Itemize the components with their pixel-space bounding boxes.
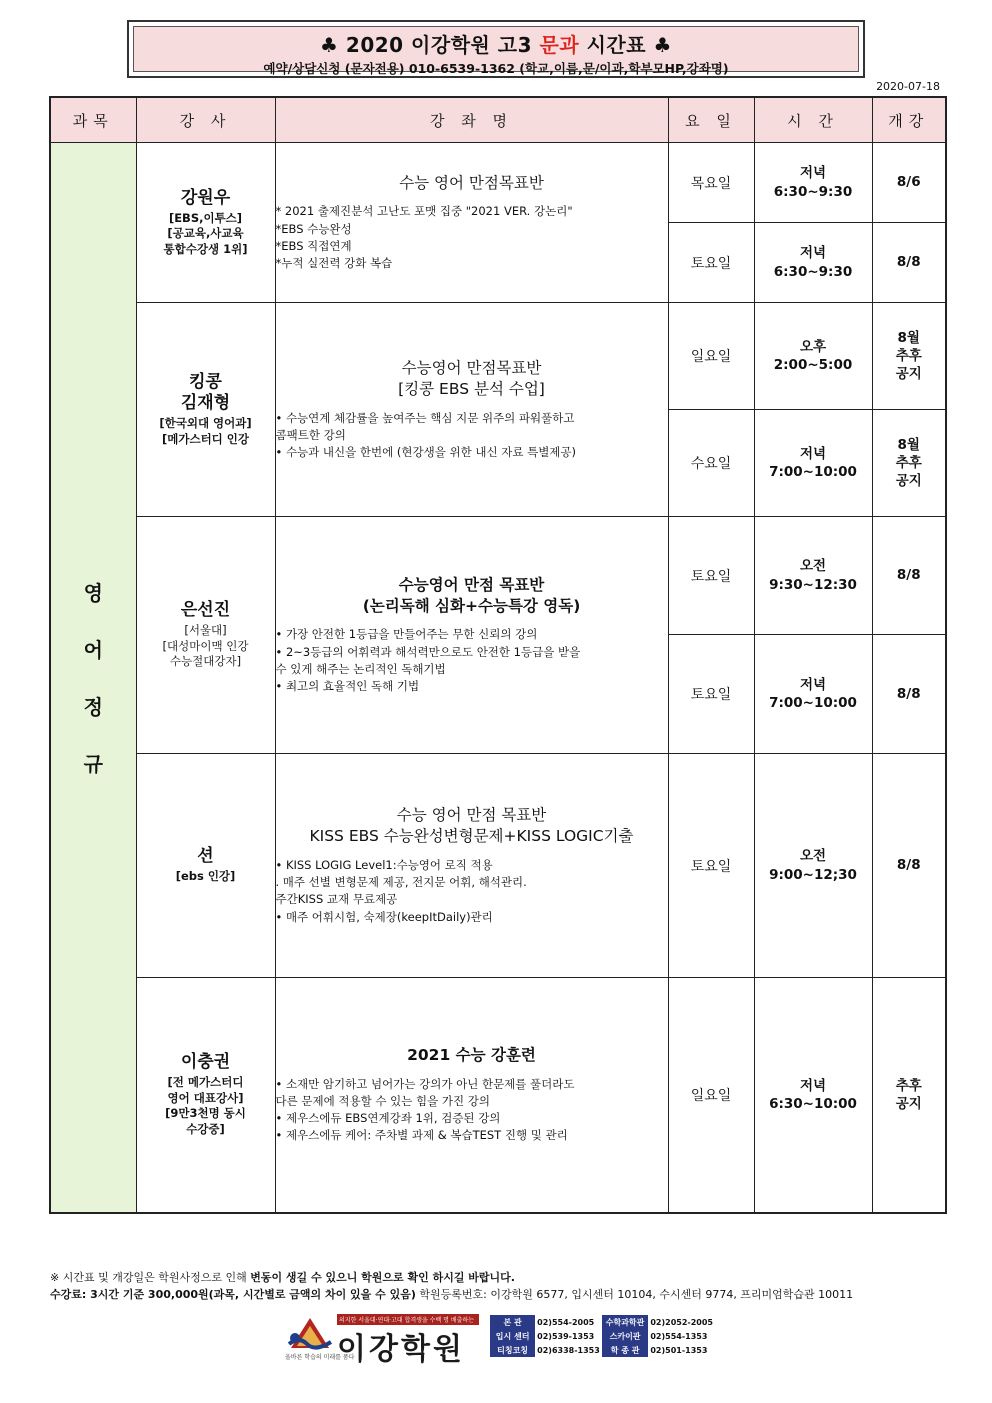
teacher-name: 션 xyxy=(197,846,214,867)
col-teacher: 강 사 xyxy=(136,97,275,143)
col-open: 개강 xyxy=(872,97,946,143)
col-time: 시 간 xyxy=(754,97,872,143)
course-description: • 가장 안전한 1등급을 만들어주는 무한 신뢰의 강의 • 2~3등급의 어휘력과 해석력만으로도 안전한 1등급을 받을 수 있게 해주는 논리적인 독해기법 • 최고의 효율적인 독해 기법 xyxy=(275,627,581,694)
teacher-name: 강원우 xyxy=(180,187,231,208)
course-cell xyxy=(275,303,668,517)
day-cell: 토요일 xyxy=(668,223,754,303)
contact-label: 수학과학관 xyxy=(602,1315,649,1329)
table-header-row xyxy=(50,97,946,143)
notes-line-1 xyxy=(50,1270,853,1287)
contact-row xyxy=(490,1329,715,1343)
header-box xyxy=(127,20,865,78)
contact-phone: 02)539-1353 xyxy=(537,1331,595,1341)
teacher-info: [EBS,이투스] [공교육,사교육 통합수강생 1위] xyxy=(163,210,248,256)
course-cell xyxy=(275,754,668,978)
teacher-info: [서울대] [대성마이맥 인강 수능절대강자] xyxy=(162,623,249,669)
contact-label: 학 종 관 xyxy=(602,1343,649,1357)
open-date-cell: 8월 추후 공지 xyxy=(872,303,946,410)
subject-char: 영 xyxy=(83,581,103,606)
open-date-cell: 8/8 xyxy=(872,754,946,978)
contact-phone: 02)554-2005 xyxy=(537,1317,595,1327)
col-subject: 과목 xyxy=(50,97,136,143)
contact-label: 입시 센터 xyxy=(490,1329,535,1343)
teacher-cell xyxy=(136,978,275,1213)
course-description: * 2021 출제진분석 고난도 포맷 집중 "2021 VER. 강논리" *EBS 수능완성 *EBS 직접연계 *누적 실전력 강화 복습 xyxy=(275,204,573,271)
open-date-cell: 8/8 xyxy=(872,517,946,635)
time-cell: 저녁 6:30~9:30 xyxy=(754,223,872,303)
course-description: • 소재만 암기하고 넘어가는 강의가 아닌 한문제를 풀더라도 다른 문제에 적용할 수 있는 힘을 가진 강의 • 제우스에듀 EBS연계강좌 1위, 검증된 강의 • 제우스에듀 케어: 주차별 과제 & 복습TEST 진행 및 관리 xyxy=(275,1076,575,1143)
footer xyxy=(285,1312,715,1367)
teacher-name: 킹콩 김재형 xyxy=(180,371,231,413)
title-accent: 문과 xyxy=(539,33,580,57)
contact-label: 티칭코칭 xyxy=(490,1343,535,1357)
teacher-info: [한국외대 영어과] [메가스터디 인강 xyxy=(159,416,252,446)
contact-row xyxy=(490,1343,715,1357)
col-day: 요 일 xyxy=(668,97,754,143)
day-cell: 수요일 xyxy=(668,410,754,517)
course-title: 2021 수능 강훈련 xyxy=(407,1045,536,1064)
day-cell: 토요일 xyxy=(668,635,754,754)
contact-phone: 02)2052-2005 xyxy=(650,1317,713,1327)
contact-phone: 02)6338-1353 xyxy=(537,1345,600,1355)
issue-date: 2020-07-18 xyxy=(876,80,940,93)
subject-char: 규 xyxy=(83,752,103,777)
page-title xyxy=(134,29,858,58)
schedule-table xyxy=(49,96,947,1214)
day-cell: 토요일 xyxy=(668,754,754,978)
title-suffix: 시간표 ♣ xyxy=(579,33,672,57)
time-cell: 저녁 7:00~10:00 xyxy=(754,410,872,517)
contact-label: 스카이관 xyxy=(602,1329,649,1343)
logo-tagline: 올바른 학습의 미래를 품다 xyxy=(285,1354,355,1361)
teacher-cell xyxy=(136,754,275,978)
open-date-cell: 8/8 xyxy=(872,223,946,303)
day-cell: 일요일 xyxy=(668,303,754,410)
course-description: • KISS LOGIG Level1:수능영어 로직 적용 . 매주 선별 변형문제 제공, 전지문 어휘, 해석관리. 주간KISS 교재 무료제공 • 매주 어휘시험, 숙제장(keepItDaily)관리 xyxy=(275,857,527,924)
page-subtitle: 예약/상담신청 (문자전용) 010-6539-1362 (학교,이름,문/이과,학부모HP,강좌명) xyxy=(263,61,729,76)
teacher-info: [ebs 인강] xyxy=(175,869,236,884)
contacts-table xyxy=(490,1315,715,1357)
brand-name: 이강학원 xyxy=(337,1332,465,1367)
col-course: 강 좌 명 xyxy=(275,97,668,143)
logo-slogan: 의지한 서울대·연대·고대 합격생을 수백 명 배출하는 xyxy=(337,1314,479,1325)
course-description: • 수능연계 체감률을 높여주는 핵심 지문 위주의 파워풀하고 콤팩트한 강의 • 수능과 내신을 한번에 (현강생을 위한 내신 자료 특별제공) xyxy=(275,410,577,460)
open-date-cell: 8/8 xyxy=(872,635,946,754)
course-title: 수능 영어 만점 목표반 KISS EBS 수능완성변형문제+KISS LOGIC기출 xyxy=(309,806,634,845)
open-date-cell: 8/6 xyxy=(872,143,946,223)
teacher-cell xyxy=(136,303,275,517)
teacher-cell xyxy=(136,143,275,303)
time-cell: 저녁 6:30~9:30 xyxy=(754,143,872,223)
teacher-info: [전 메가스터디 영어 대표강사] [9만3천명 동시 수강중] xyxy=(165,1075,246,1136)
time-cell: 오후 2:00~5:00 xyxy=(754,303,872,410)
contact-row xyxy=(490,1315,715,1329)
notes-emphasis: 변동이 생길 수 있으니 학원으로 확인 하시길 바랍니다. xyxy=(250,1271,515,1284)
title-prefix: ♣ 2020 이강학원 고3 xyxy=(320,33,540,57)
time-cell: 저녁 6:30~10:00 xyxy=(754,978,872,1213)
notes-text: ※ 시간표 및 개강일은 학원사정으로 인해 xyxy=(50,1271,251,1284)
table-row xyxy=(50,978,946,1213)
table-row xyxy=(50,143,946,223)
day-cell: 일요일 xyxy=(668,978,754,1213)
contact-phone: 02)501-1353 xyxy=(650,1345,708,1355)
time-cell: 오전 9:00~12;30 xyxy=(754,754,872,978)
notes-line-2 xyxy=(50,1287,853,1304)
notes xyxy=(50,1270,853,1303)
subject-char: 정 xyxy=(83,695,103,720)
course-cell xyxy=(275,517,668,754)
tuition-text: 수강료: 3시간 기준 300,000원(과목, 시간별로 금액의 차이 있을 수 있음) xyxy=(50,1287,416,1301)
open-date-cell: 추후 공지 xyxy=(872,978,946,1213)
day-cell: 토요일 xyxy=(668,517,754,635)
teacher-name: 은선진 xyxy=(180,600,231,621)
subject-cell xyxy=(50,143,136,1213)
course-title: 수능영어 만점목표반 [킹콩 EBS 분석 수업] xyxy=(398,358,545,398)
course-cell xyxy=(275,978,668,1213)
table-row xyxy=(50,303,946,410)
subject-char: 어 xyxy=(83,638,103,663)
open-date-cell: 8월 추후 공지 xyxy=(872,410,946,517)
teacher-name: 이충권 xyxy=(180,1052,231,1073)
course-title: 수능영어 만점 목표반 (논리독해 심화+수능특강 영독) xyxy=(362,575,581,615)
time-cell: 오전 9:30~12:30 xyxy=(754,517,872,635)
course-title: 수능 영어 만점목표반 xyxy=(399,173,544,192)
time-cell: 저녁 7:00~10:00 xyxy=(754,635,872,754)
teacher-cell xyxy=(136,517,275,754)
registration-text: 학원등록번호: 이강학원 6577, 입시센터 10104, 수시센터 9774, 프리미엄학습관 10011 xyxy=(415,1287,854,1301)
contact-label: 본 관 xyxy=(490,1315,535,1329)
course-cell xyxy=(275,143,668,303)
contact-phone: 02)554-1353 xyxy=(650,1331,708,1341)
table-row xyxy=(50,517,946,635)
table-row xyxy=(50,754,946,978)
header-inner xyxy=(133,26,859,76)
day-cell: 목요일 xyxy=(668,143,754,223)
